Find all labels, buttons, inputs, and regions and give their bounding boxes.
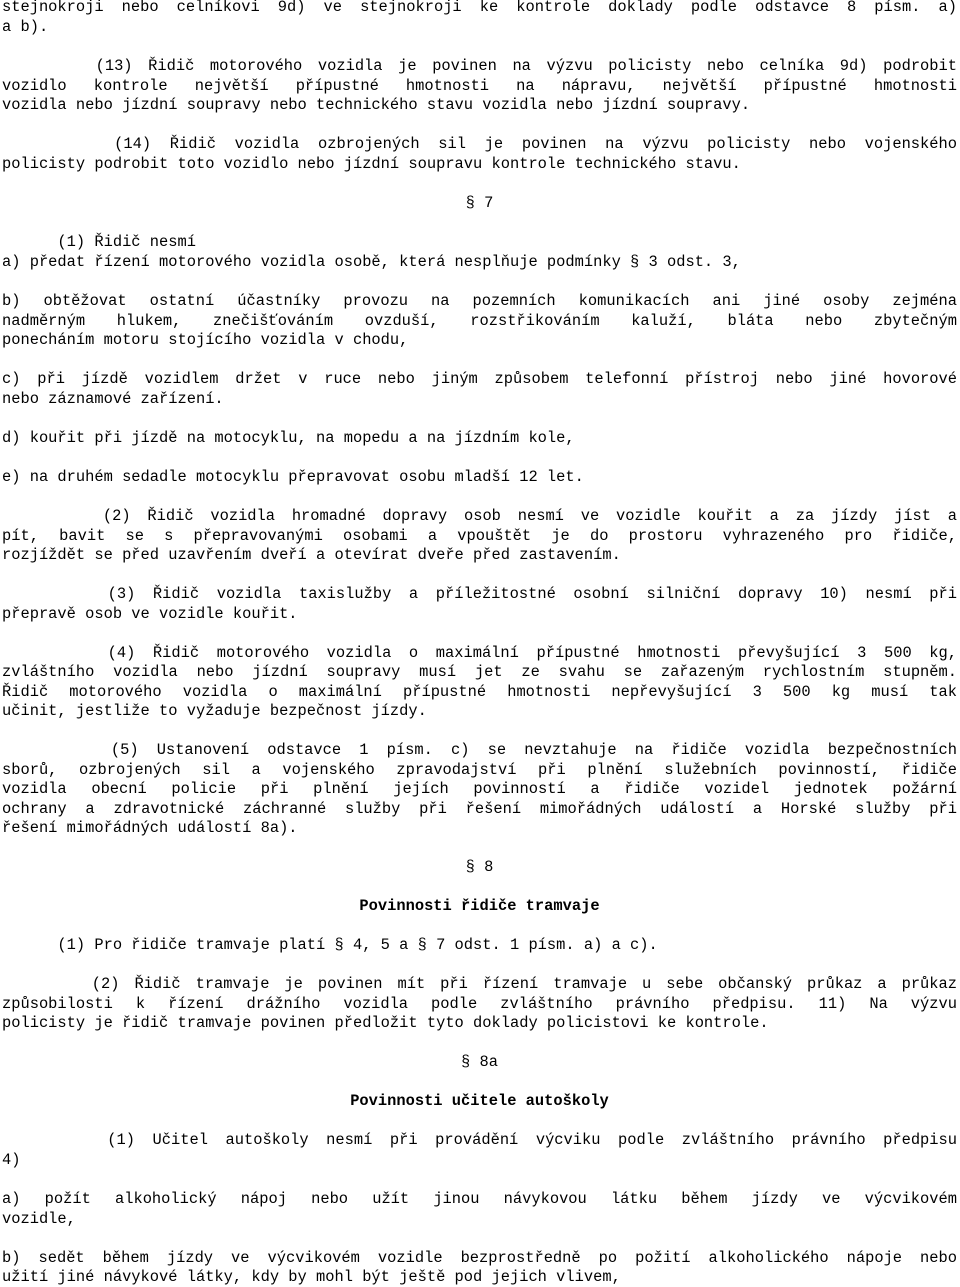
section-8-title: Povinnosti řidiče tramvaje [359,897,600,915]
paragraph-14-line: (14) Řidič vozidla ozbrojených sil je povinen na výzvu policisty nebo vojenského [2,135,957,153]
section-8a-heading: § 8a [461,1053,498,1071]
section-8-heading: § 8 [465,858,494,876]
paragraph-5-line: vozidla obecní policie při plnění jejích povinností a řidiče vozidel jednotek požární [2,780,957,798]
list-item-e: e) na druhém sedadle motocyklu přepravovat osobu mladší 12 let. [2,468,584,486]
paragraph-4-line: Řidič motorového vozidla o maximální přípustné hmotnosti nepřevyšující 3 500 kg musí tak [2,683,957,701]
paragraph-4-line: zvláštního vozidla nebo jízdní soupravy musí jet ze svahu se zařazeným rychlostním stupněm. [2,663,957,681]
paragraph-4-line: (4) Řidič motorového vozidla o maximální přípustné hmotnosti převyšující 3 500 kg, [2,644,957,662]
section-8a-paragraph-1-line: (1) Učitel autoškoly nesmí při provádění výcviku podle zvláštního právního předpisu [2,1131,957,1149]
section-8a-paragraph-1-line: 4) [2,1151,21,1169]
section-8-paragraph-2-line: policisty je řidič tramvaje povinen předložit tyto doklady policistovi ke kontrole. [2,1014,769,1032]
paragraph-13-line: vozidlo kontrole největší přípustné hmotnosti na nápravu, největší přípustné hmotnosti [2,77,957,95]
list-item-b: nadměrným hlukem, znečišťováním ovzduší, rozstřikováním kaluží, bláta nebo zbytečným [2,312,957,330]
paragraph-13-line: vozidla nebo jízdní soupravy nebo technického stavu vozidla nebo jízdní soupravy. [2,96,751,114]
text-line: stejnokroji nebo celníkovi 9d) ve stejnokroji ke kontrole doklady podle odstavce 8 písm. a) [2,0,957,16]
section-8-paragraph-2-line: (2) Řidič tramvaje je povinen mít při řízení tramvaje u sebe občanský průkaz a průkaz [2,975,957,993]
paragraph-13-line: (13) Řidič motorového vozidla je povinen na výzvu policisty nebo celníka 9d) podrobit [2,57,957,75]
paragraph-5-line: řešení mimořádných událostí 8a). [2,819,298,837]
section-8a-item-a: vozidle, [2,1210,76,1228]
paragraph-5-line: (5) Ustanovení odstavce 1 písm. c) se nevztahuje na řidiče vozidla bezpečnostních [2,741,957,759]
list-item-d: d) kouřit při jízdě na motocyklu, na mopedu a na jízdním kole, [2,429,575,447]
paragraph-14-line: policisty podrobit toto vozidlo nebo jízdní soupravu kontrole technického stavu. [2,155,741,173]
paragraph-4-line: učinit, jestliže to vyžaduje bezpečnost jízdy. [2,702,427,720]
section-8a-title: Povinnosti učitele autoškoly [350,1092,609,1110]
paragraph-2-line: rozjíždět se před uzavřením dveří a otevírat dveře před zastavením. [2,546,621,564]
paragraph-2-line: pít, bavit se s přepravovanými osobami a vpouštět je do prostoru vyhrazeného pro řidiče, [2,527,957,545]
section-8-paragraph-1: (1) Pro řidiče tramvaje platí § 4, 5 a § 7 odst. 1 písm. a) a c). [2,936,658,954]
paragraph-2-line: (2) Řidič vozidla hromadné dopravy osob nesmí ve vozidle kouřit a za jízdy jíst a [2,507,957,525]
list-item-b: ponecháním motoru stojícího vozidla v chodu, [2,331,409,349]
section-7-heading: § 7 [465,194,494,212]
list-item-c: c) při jízdě vozidlem držet v ruce nebo jiným způsobem telefonní přístroj nebo jiné hovorové [2,370,957,388]
section-8a-item-a: a) požít alkoholický nápoj nebo užít jinou návykovou látku během jízdy ve výcvikovém [2,1190,957,1208]
list-item-c: nebo záznamové zařízení. [2,390,224,408]
paragraph-5-line: ochrany a zdravotnické záchranné služby při řešení mimořádných událostí a Horské služby při [2,800,957,818]
section-8-paragraph-2-line: způsobilosti k řízení drážního vozidla podle zvláštního právního předpisu. 11) Na výzvu [2,995,957,1013]
paragraph-3-line: (3) Řidič vozidla taxislužby a příležitostné osobní silniční dopravy 10) nesmí při [2,585,957,603]
section-8a-item-b: užití jiné návykové látky, kdy by mohl být ještě pod jejich vlivem, [2,1268,621,1286]
section-7-intro: (1) Řidič nesmí [2,233,196,251]
paragraph-3-line: přepravě osob ve vozidle kouřit. [2,605,298,623]
text-line: a b). [2,18,49,36]
list-item-b: b) obtěžovat ostatní účastníky provozu na pozemních komunikacích ani jiné osoby zejména [2,292,957,310]
paragraph-5-line: sborů, ozbrojených sil a vojenského zpravodajství při plnění služebních povinností, řidiče [2,761,957,779]
list-item-a: a) předat řízení motorového vozidla osobě, která nesplňuje podmínky § 3 odst. 3, [2,253,741,271]
section-8a-item-b: b) sedět během jízdy ve výcvikovém vozidle bezprostředně po požití alkoholického nápoje nebo [2,1249,957,1267]
